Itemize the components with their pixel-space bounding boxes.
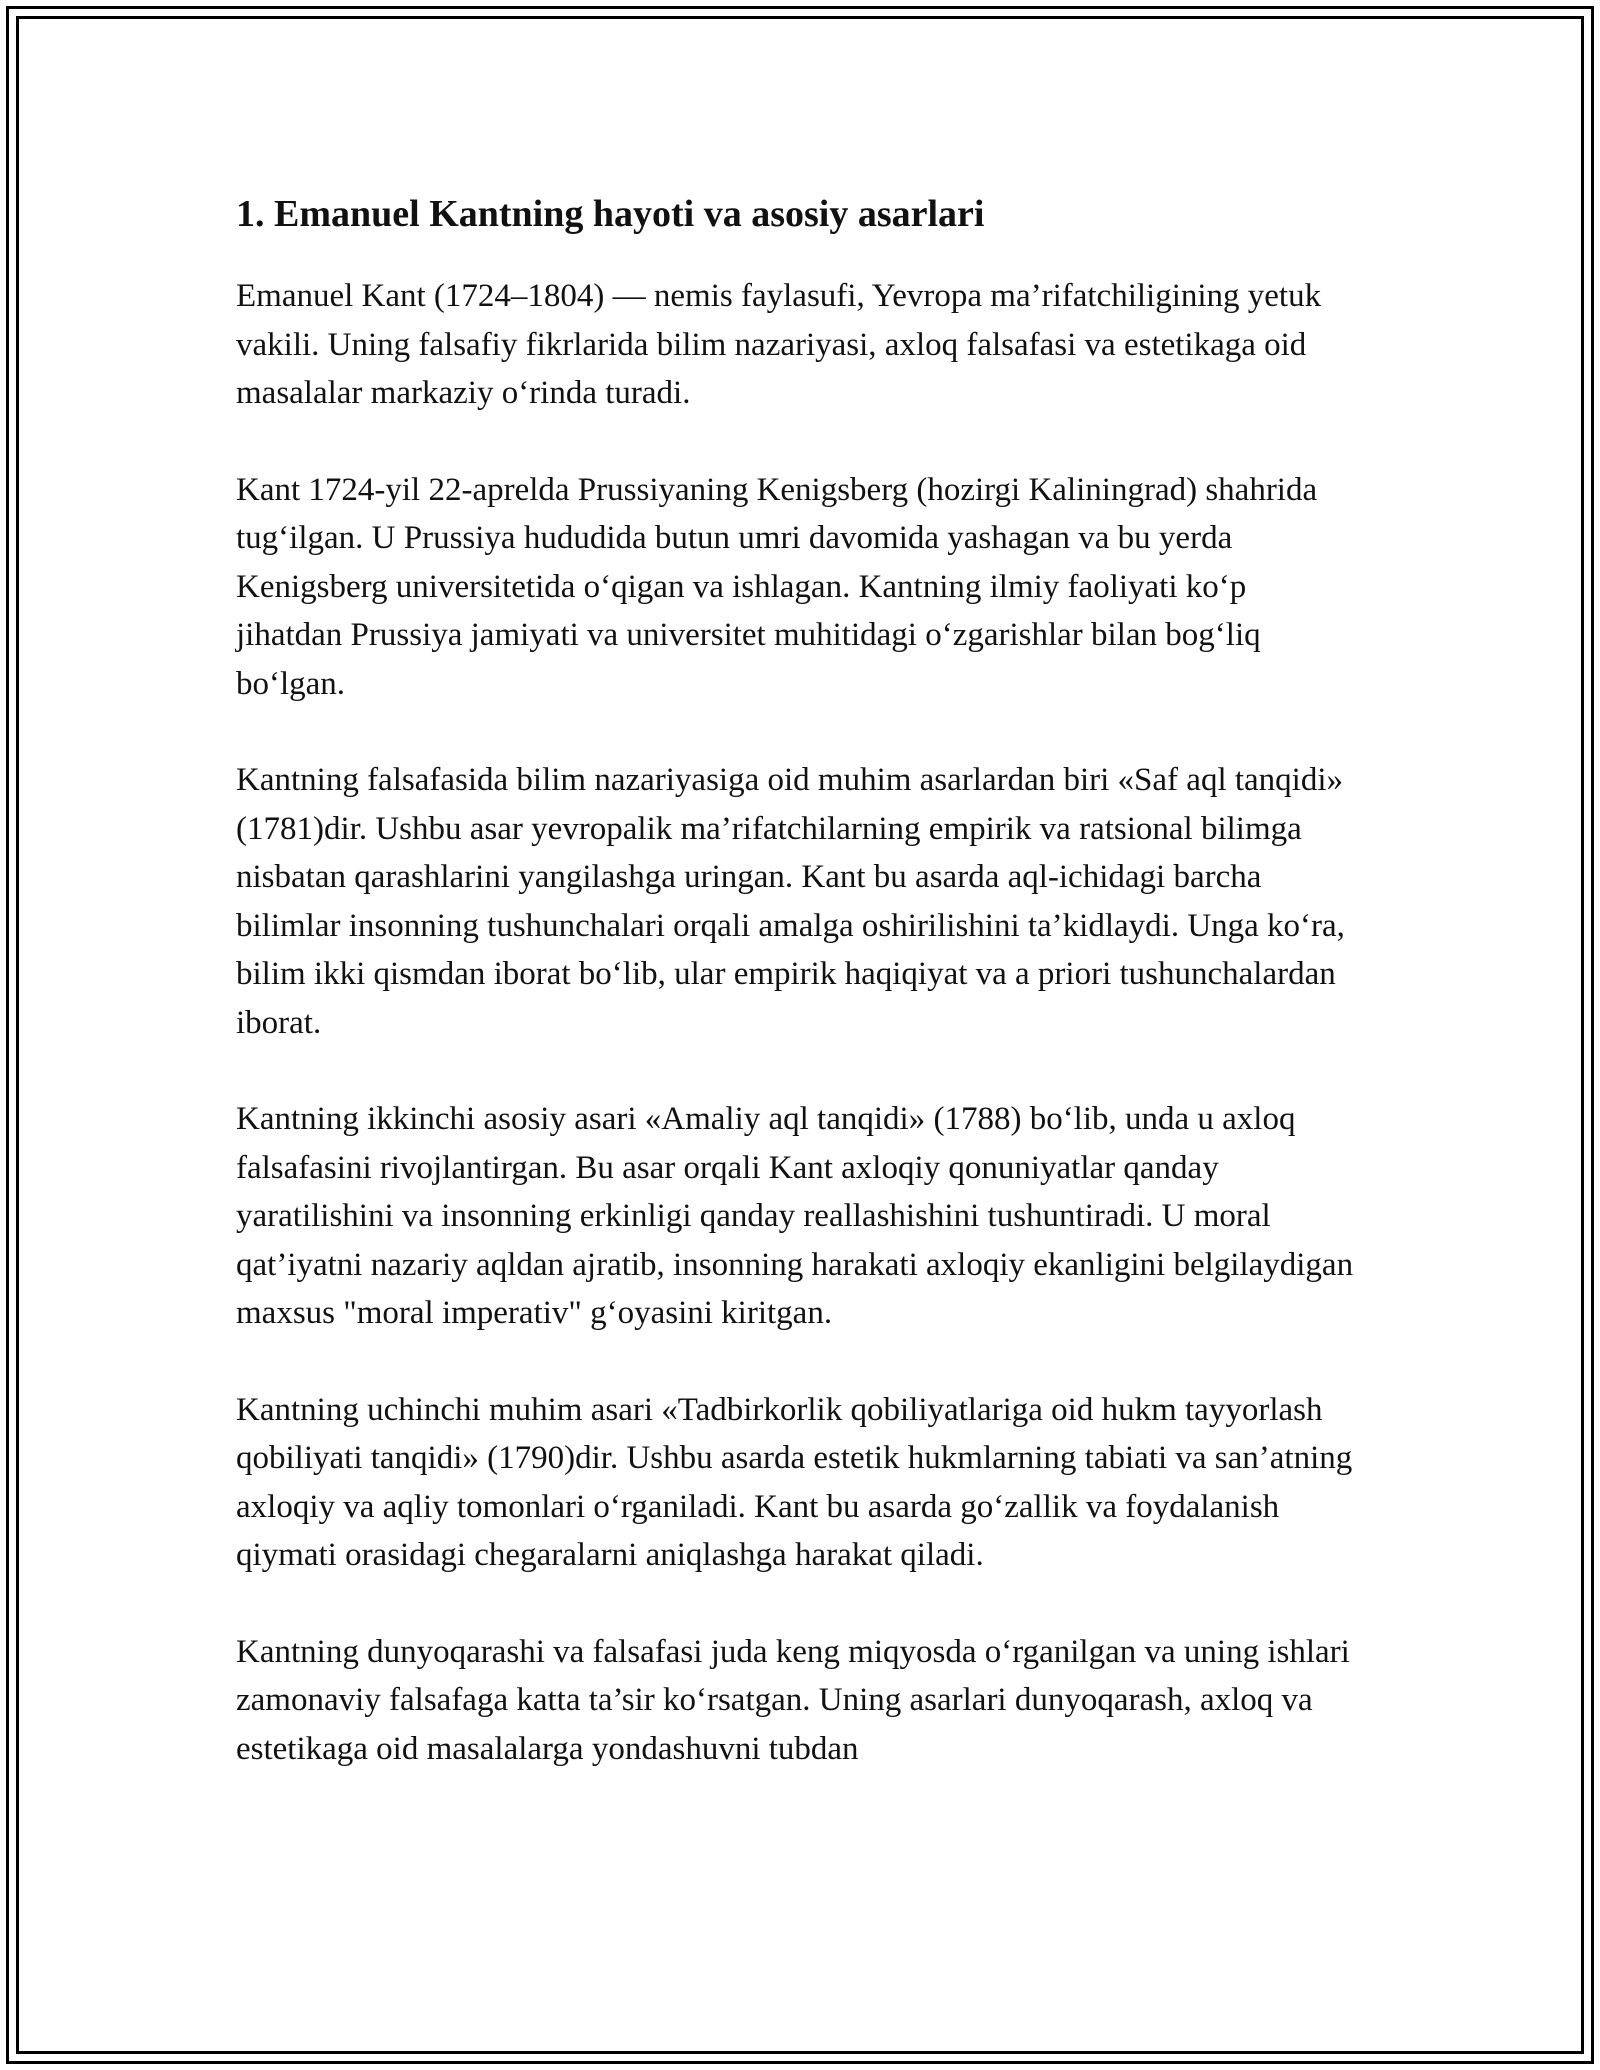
paragraph-legacy: Kantning dunyoqarashi va falsafasi juda keng miqyosda o‘rganilgan va uning ishlari zamonaviy falsafaga katta ta’sir ko‘rsatgan. Uning asarlari dunyoqarash, axloq va estetikaga oid masalalarga yondashuvni tubdan: [236, 1633, 1350, 1767]
document-body: [236, 188, 1376, 1821]
paragraph-judgment: Kantning uchinchi muhim asari «Tadbirkorlik qobiliyatlariga oid hukm tayyorlash qobiliyati tanqidi» (1790)dir. Ushbu asarda estetik hukmlarning tabiati va san’atning axloqiy va aqliy tomonlari o‘rganiladi. Kant bu asarda go‘zallik va foydalanish qiymati orasidagi chegaralarni aniqlashga harakat qiladi.: [236, 1391, 1353, 1573]
section-heading: 1. Emanuel Kantning hayoti va asosiy asarlari: [236, 193, 985, 235]
paragraph-pure-reason: Kantning falsafasida bilim nazariyasiga oid muhim asarlardan biri «Saf aql tanqidi» (1781)dir. Ushbu asar yevropalik ma’rifatchilarning empirik va ratsional bilimga nisbatan qarashlarini yangilashga uringan. Kant bu asarda aql-ichidagi barcha bilimlar insonning tushunchalari orqali amalga oshirilishini ta’kidlaydi. Unga ko‘ra, bilim ikki qismdan iborat bo‘lib, ular empirik haqiqiyat va a priori tushunchalardan iborat.: [236, 762, 1345, 1041]
paragraph-intro: Emanuel Kant (1724–1804) — nemis faylasufi, Yevropa ma’rifatchiligining yetuk vakili. Uning falsafiy fikrlarida bilim nazariyasi, axloq falsafasi va estetikaga oid masalalar markaziy o‘rinda turadi.: [236, 278, 1322, 411]
paragraph-practical-reason: Kantning ikkinchi asosiy asari «Amaliy aql tanqidi» (1788) bo‘lib, unda u axloq falsafasini rivojlantirgan. Bu asar orqali Kant axloqiy qonuniyatlar qanday yaratilishini va insonning erkinligi qanday reallashishini tushuntiradi. U moral qat’iyatni nazariy aqldan ajratib, insonning harakati axloqiy ekanligini belgilaydigan maxsus "moral imperativ" g‘oyasini kiritgan.: [236, 1101, 1354, 1331]
paragraph-biography: Kant 1724-yil 22-aprelda Prussiyaning Kenigsberg (hozirgi Kaliningrad) shahrida tug‘ilgan. U Prussiya hududida butun umri davomida yashagan va bu yerda Kenigsberg universitetida o‘qigan va ishlagan. Kantning ilmiy faoliyati ko‘p jihatdan Prussiya jamiyati va universitet muhitidagi o‘zgarishlar bilan bog‘liq bo‘lgan.: [236, 471, 1318, 702]
